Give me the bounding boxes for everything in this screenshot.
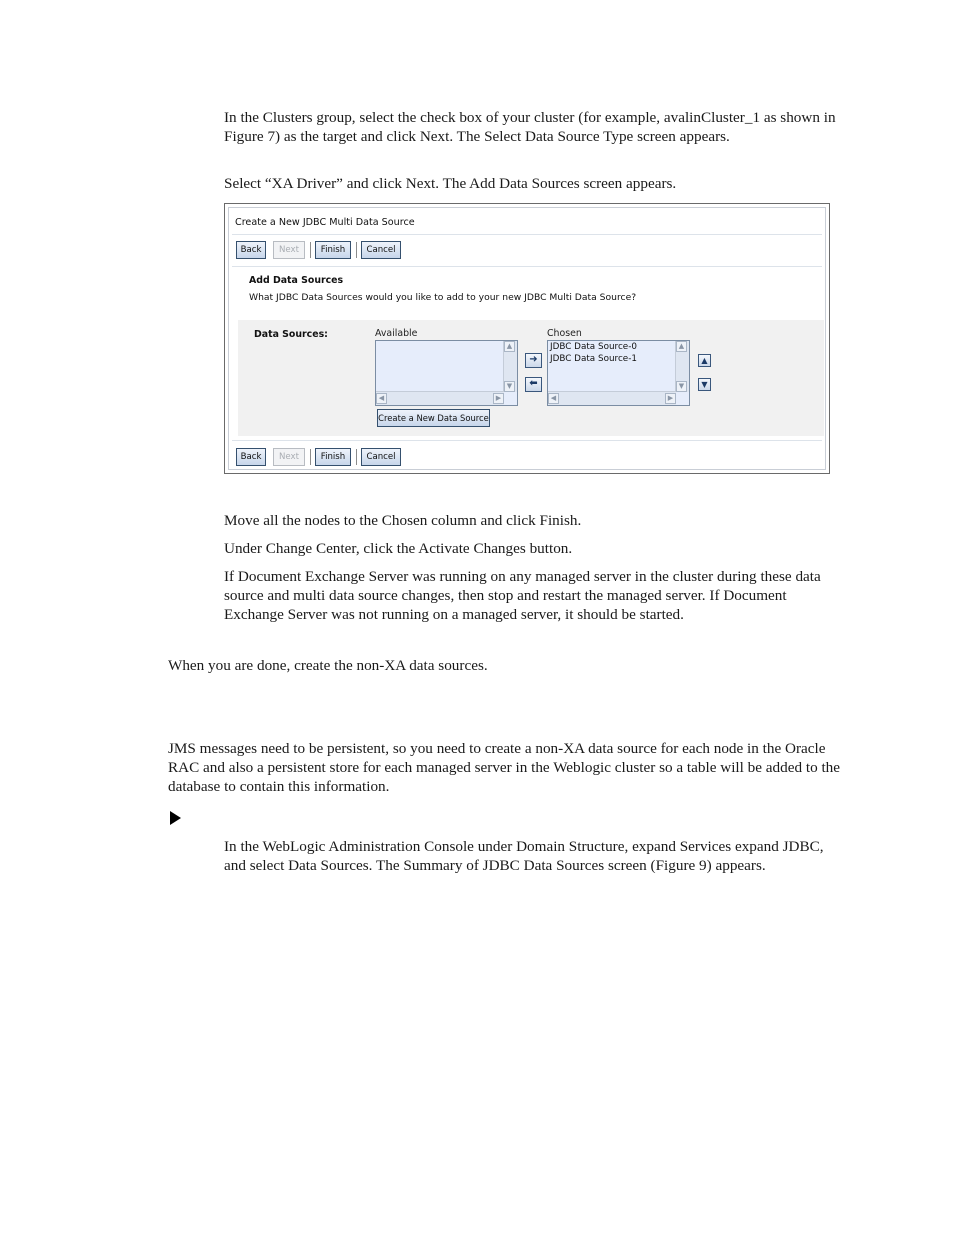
step-paragraph-weblogic: In the WebLogic Administration Console under Domain Structure, expand Services expand JDBC, and select Data Sources. The Summary of JDBC Data Sources screen (Figure 9) appears. [224, 838, 824, 874]
available-vertical-scrollbar[interactable] [503, 341, 517, 392]
scroll-down-icon[interactable]: ▼ [676, 381, 687, 392]
section-question: What JDBC Data Sources would you like to add to your new JDBC Multi Data Source? [249, 292, 637, 303]
paragraph-done: When you are done, create the non-XA data sources. [168, 657, 488, 674]
figure-add-data-sources-screenshot [224, 203, 830, 474]
data-sources-panel [238, 320, 824, 436]
chosen-vertical-scrollbar[interactable] [675, 341, 689, 392]
step-paragraph-change-center: Under Change Center, click the Activate Changes button. [224, 540, 573, 557]
button-separator [356, 449, 357, 465]
create-new-data-source-button[interactable]: Create a New Data Source [377, 409, 490, 427]
arrow-left-icon[interactable]: ⬅ [525, 377, 542, 392]
divider [232, 440, 822, 441]
step-paragraph-move-nodes: Move all the nodes to the Chosen column and click Finish. [224, 512, 582, 529]
chosen-listbox[interactable] [547, 340, 690, 406]
scroll-left-icon[interactable]: ◀ [548, 393, 559, 404]
next-button-bottom[interactable]: Next [273, 448, 305, 466]
scroll-left-icon[interactable]: ◀ [376, 393, 387, 404]
scroll-right-icon[interactable]: ▶ [665, 393, 676, 404]
divider [232, 266, 822, 267]
arrow-down-icon[interactable]: ▼ [698, 378, 711, 391]
scroll-down-icon[interactable]: ▼ [504, 381, 515, 392]
step-paragraph-clusters: In the Clusters group, select the check box of your cluster (for example, avalinCluster_1 as shown in Figure 7) as the target and click Next. The Select Data Source Type screen appears. [224, 109, 836, 145]
step-paragraph-xa-driver: Select “XA Driver” and click Next. The Add Data Sources screen appears. [224, 175, 677, 192]
triangle-bullet-icon [170, 811, 181, 825]
arrow-right-icon[interactable]: ➜ [525, 353, 542, 368]
next-button-top[interactable]: Next [273, 241, 305, 259]
finish-button-top[interactable]: Finish [315, 241, 351, 259]
cancel-button-bottom[interactable]: Cancel [361, 448, 401, 466]
button-separator [310, 449, 311, 465]
section-heading: Add Data Sources [249, 275, 344, 286]
figure-frame [228, 207, 826, 470]
arrow-up-icon[interactable]: ▲ [698, 354, 711, 367]
paragraph-jms: JMS messages need to be persistent, so you need to create a non-XA data source for each node in the Oracle RAC and also a persistent store for each managed server in the Weblogic cluster so a table will be added to the database to contain this information. [168, 740, 841, 795]
available-listbox[interactable] [375, 340, 518, 406]
step-paragraph-restart: If Document Exchange Server was running on any managed server in the cluster during these data source and multi data source changes, then stop and restart the managed server. If Document Exchange Server was not running on a managed server, it should be started. [224, 568, 821, 623]
divider [232, 234, 822, 235]
chosen-item[interactable]: JDBC Data Source-0 [550, 342, 637, 352]
figure-window-title: Create a New JDBC Multi Data Source [235, 217, 415, 228]
available-column-header: Available [375, 328, 418, 339]
chosen-column-header: Chosen [547, 328, 582, 339]
scroll-up-icon[interactable]: ▲ [676, 341, 687, 352]
button-separator [310, 242, 311, 258]
chosen-item[interactable]: JDBC Data Source-1 [550, 354, 637, 364]
button-separator [356, 242, 357, 258]
chosen-horizontal-scrollbar[interactable] [548, 391, 676, 405]
finish-button-bottom[interactable]: Finish [315, 448, 351, 466]
cancel-button-top[interactable]: Cancel [361, 241, 401, 259]
available-horizontal-scrollbar[interactable] [376, 391, 504, 405]
back-button-bottom[interactable]: Back [236, 448, 266, 466]
data-sources-label: Data Sources: [254, 329, 328, 340]
scroll-up-icon[interactable]: ▲ [504, 341, 515, 352]
back-button-top[interactable]: Back [236, 241, 266, 259]
scroll-right-icon[interactable]: ▶ [493, 393, 504, 404]
